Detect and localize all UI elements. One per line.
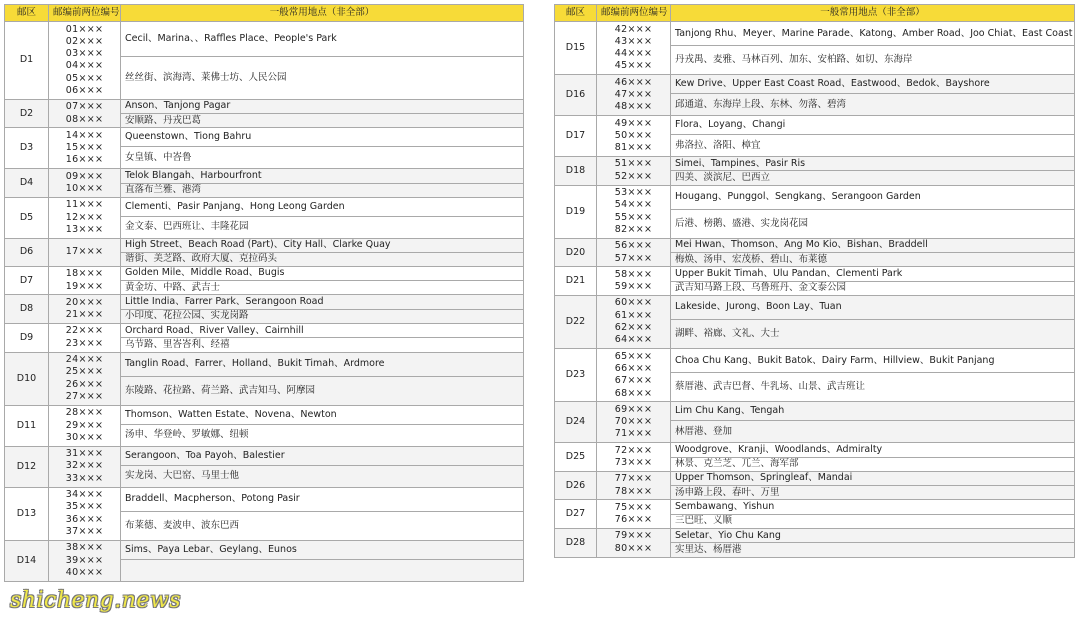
postal-codes-cell — [597, 443, 671, 472]
postal-code: 66××× — [614, 362, 653, 374]
postal-codes-cell — [597, 116, 671, 157]
postal-codes-cell — [49, 446, 121, 487]
place-names-en: Flora、Loyang、Changi — [671, 116, 1075, 135]
postal-code: 49××× — [614, 117, 653, 129]
postal-code: 15××× — [65, 142, 104, 154]
district-cell: D1 — [5, 22, 49, 100]
place-names-cn: 三巴旺、义顺 — [671, 514, 1075, 528]
place-names-en: Little India、Farrer Park、Serangoon Road — [121, 295, 524, 309]
postal-codes-cell — [49, 99, 121, 128]
postal-code: 56××× — [614, 240, 653, 252]
postal-code: 26××× — [65, 378, 104, 390]
postal-code: 71××× — [614, 428, 653, 440]
postal-code: 05××× — [65, 72, 104, 84]
postal-code: 72××× — [614, 444, 653, 456]
place-names-en: Mei Hwan、Thomson、Ang Mo Kio、Bishan、Braddell — [671, 238, 1075, 252]
table-row — [555, 528, 1075, 542]
postal-code: 59××× — [614, 281, 653, 293]
postal-code: 44××× — [614, 48, 653, 60]
place-names-cn: 后港、榜鹅、盛港、实龙岗花园 — [671, 209, 1075, 238]
district-cell: D5 — [5, 197, 49, 238]
district-cell: D6 — [5, 238, 49, 266]
postal-code: 50××× — [614, 129, 653, 141]
table-row — [5, 540, 524, 559]
postal-code: 45××× — [614, 60, 653, 72]
place-names-cn: 四美、淡滨尼、巴西立 — [671, 171, 1075, 185]
place-names-cn: 乌节路、里峇峇利、经禧 — [121, 338, 524, 352]
postal-code: 73××× — [614, 457, 653, 468]
place-names-en: Upper Bukit Timah、Ulu Pandan、Clementi Park — [671, 267, 1075, 281]
place-names-en: Orchard Road、River Valley、Cairnhill — [121, 323, 524, 337]
table-row — [555, 443, 1075, 457]
postal-code: 01××× — [65, 23, 104, 35]
postal-codes-cell — [597, 349, 671, 402]
place-names-en: Kew Drive、Upper East Coast Road、Eastwood、Bedok、Bayshore — [671, 75, 1075, 94]
postal-code: 10××× — [65, 183, 104, 195]
place-names-en: Seletar、Yio Chu Kang — [671, 528, 1075, 542]
table-row — [5, 352, 524, 376]
postal-code: 38××× — [65, 542, 104, 554]
postal-code: 20××× — [65, 296, 104, 308]
place-names-en: Telok Blangah、Harbourfront — [121, 169, 524, 183]
place-names-en: Upper Thomson、Springleaf、Mandai — [671, 471, 1075, 485]
postal-codes-cell — [49, 323, 121, 352]
place-names-cn: 邱通道、东海岸上段、东林、勿落、碧湾 — [671, 94, 1075, 116]
place-names-en: Simei、Tampines、Pasir Ris — [671, 156, 1075, 170]
place-names-cn: 丹戎禺、麦雅、马林百列、加东、安柏路、如切、东海岸 — [671, 46, 1075, 75]
postal-codes-cell — [597, 185, 671, 238]
postal-code: 47××× — [614, 88, 653, 100]
place-names-cn: 谐街、美芝路、政府大厦、克拉码头 — [121, 252, 524, 266]
postal-codes-cell — [597, 22, 671, 75]
postal-code: 77××× — [614, 473, 653, 485]
table-row — [555, 500, 1075, 514]
place-names-en: Cecil、Marina、、Raffles Place、People's Park — [121, 22, 524, 57]
place-names-cn: 蔡厝港、武吉巴督、牛乳场、山景、武吉班让 — [671, 373, 1075, 402]
postal-codes-cell — [49, 197, 121, 238]
place-names-en: Golden Mile、Middle Road、Bugis — [121, 266, 524, 280]
district-cell: D4 — [5, 169, 49, 198]
postal-code: 65××× — [614, 350, 653, 362]
place-names-en: Serangoon、Toa Payoh、Balestier — [121, 446, 524, 465]
table-row — [555, 156, 1075, 170]
table-row — [5, 169, 524, 183]
postal-code: 69××× — [614, 403, 653, 415]
postal-code: 61××× — [614, 309, 653, 321]
postal-code: 36××× — [65, 513, 104, 525]
postal-code: 24××× — [65, 354, 104, 366]
district-cell: D27 — [555, 500, 597, 529]
postal-code: 57××× — [614, 252, 653, 264]
postal-codes-cell — [597, 267, 671, 296]
postal-code: 78××× — [614, 485, 653, 497]
postal-codes-cell — [49, 487, 121, 540]
postal-codes-cell — [597, 528, 671, 557]
postal-code: 67××× — [614, 375, 653, 387]
district-cell: D21 — [555, 267, 597, 296]
postal-code: 04××× — [65, 60, 104, 72]
district-cell: D28 — [555, 528, 597, 557]
postal-code: 07××× — [65, 101, 104, 113]
district-cell: D24 — [555, 402, 597, 443]
postal-code: 12××× — [65, 211, 104, 223]
place-names-cn: 实里达、杨厝港 — [671, 543, 1075, 557]
postal-code: 25××× — [65, 366, 104, 378]
postal-code: 30××× — [65, 431, 104, 443]
table-row — [5, 323, 524, 337]
postal-codes-cell — [597, 471, 671, 500]
postal-codes-cell — [49, 352, 121, 405]
postal-code: 62××× — [614, 322, 653, 334]
place-names-en: Lim Chu Kang、Tengah — [671, 402, 1075, 421]
postal-code: 58××× — [614, 268, 653, 280]
district-cell: D7 — [5, 266, 49, 295]
place-names-cn: 梅焕、汤申、宏茂桥、碧山、布莱德 — [671, 253, 1075, 267]
postal-codes-cell — [597, 156, 671, 185]
place-names-en: Clementi、Pasir Panjang、Hong Leong Garden — [121, 197, 524, 216]
table-row — [5, 238, 524, 252]
table-row — [5, 197, 524, 216]
place-names-cn: 弗洛拉、洛阳、樟宜 — [671, 135, 1075, 157]
table-row — [5, 487, 524, 511]
postal-code: 48××× — [614, 101, 653, 113]
district-cell: D10 — [5, 352, 49, 405]
postal-codes-cell — [597, 402, 671, 443]
place-names-en: Woodgrove、Kranji、Woodlands、Admiralty — [671, 443, 1075, 457]
district-cell: D3 — [5, 128, 49, 169]
postal-code: 40××× — [65, 566, 104, 578]
postal-code: 81××× — [614, 142, 653, 154]
postal-codes-cell — [49, 540, 121, 581]
district-cell: D14 — [5, 540, 49, 581]
district-cell: D12 — [5, 446, 49, 487]
postal-code: 17××× — [65, 246, 104, 258]
postal-code: 19××× — [65, 280, 104, 292]
postal-code: 13××× — [65, 223, 104, 235]
postal-codes-cell — [597, 500, 671, 529]
postal-code: 53××× — [614, 187, 653, 199]
district-cell: D23 — [555, 349, 597, 402]
district-cell: D8 — [5, 295, 49, 324]
table-row — [5, 128, 524, 147]
place-names-cn: 汤申路上段、春叶、万里 — [671, 486, 1075, 500]
place-names-en: Hougang、Punggol、Sengkang、Serangoon Garden — [671, 185, 1075, 209]
postal-codes-cell — [49, 405, 121, 446]
place-names-cn: 东陵路、花拉路、荷兰路、武吉知马、阿摩园 — [121, 376, 524, 405]
postal-codes-cell — [49, 238, 121, 266]
place-names-en: Lakeside、Jurong、Boon Lay、Tuan — [671, 295, 1075, 319]
postal-code: 18××× — [65, 268, 104, 280]
postal-codes-cell — [597, 295, 671, 348]
place-names-cn — [121, 559, 524, 581]
postal-code: 51××× — [614, 158, 653, 170]
district-cell: D18 — [555, 156, 597, 185]
postal-table-left — [4, 4, 524, 582]
postal-code: 55××× — [614, 211, 653, 223]
watermark-text: shicheng.news — [10, 588, 182, 613]
district-cell: D26 — [555, 471, 597, 500]
postal-code: 60××× — [614, 297, 653, 309]
place-names-cn: 林景、克兰芝、兀兰、海军部 — [671, 457, 1075, 471]
place-names-en: Sembawang、Yishun — [671, 500, 1075, 514]
district-cell: D17 — [555, 116, 597, 157]
postal-code: 79××× — [614, 530, 653, 542]
postal-code: 37××× — [65, 525, 104, 537]
postal-code: 09××× — [65, 170, 104, 182]
postal-code: 14××× — [65, 129, 104, 141]
place-names-cn: 黄金坊、中路、武吉士 — [121, 281, 524, 295]
district-cell: D25 — [555, 443, 597, 472]
postal-code: 33××× — [65, 472, 104, 484]
table-row — [555, 471, 1075, 485]
place-names-en: High Street、Beach Road (Part)、City Hall、Clarke Quay — [121, 238, 524, 252]
table-row — [555, 116, 1075, 135]
place-names-cn: 布莱德、麦波申、波东巴西 — [121, 511, 524, 540]
postal-code: 46××× — [614, 76, 653, 88]
place-names-cn: 直落布兰雅、港湾 — [121, 183, 524, 197]
postal-code: 35××× — [65, 501, 104, 513]
postal-codes-cell — [49, 128, 121, 169]
postal-code: 80××× — [614, 542, 653, 554]
postal-code: 70××× — [614, 416, 653, 428]
place-names-cn: 金文泰、巴西班让、丰隆花园 — [121, 216, 524, 238]
table-row — [555, 402, 1075, 421]
postal-code: 08××× — [65, 113, 104, 125]
table-row — [555, 22, 1075, 46]
postal-code: 29××× — [65, 419, 104, 431]
place-names-cn: 实龙岗、大巴窑、马里士他 — [121, 465, 524, 487]
district-cell: D16 — [555, 75, 597, 116]
postal-code: 02××× — [65, 35, 104, 47]
postal-code: 06××× — [65, 84, 104, 96]
postal-code: 21××× — [65, 309, 104, 321]
table-row — [555, 185, 1075, 209]
place-names-cn: 丝丝街、滨海湾、莱佛士坊、人民公园 — [121, 57, 524, 100]
postal-code: 76××× — [614, 514, 653, 526]
header-places: 一般常用地点（非全部） — [671, 5, 1075, 22]
header-district: 邮区 — [555, 5, 597, 22]
postal-code: 22××× — [65, 325, 104, 337]
postal-code: 39××× — [65, 554, 104, 566]
place-names-cn: 女皇镇、中峇鲁 — [121, 147, 524, 169]
postal-codes-cell — [49, 22, 121, 100]
table-row — [5, 295, 524, 309]
place-names-cn: 林厝港、登加 — [671, 421, 1075, 443]
table-row — [5, 405, 524, 424]
table-row — [5, 446, 524, 465]
place-names-cn: 安顺路、丹戎巴葛 — [121, 114, 524, 128]
place-names-en: Braddell、Macpherson、Potong Pasir — [121, 487, 524, 511]
district-cell: D22 — [555, 295, 597, 348]
header-district: 邮区 — [5, 5, 49, 22]
header-places: 一般常用地点（非全部） — [121, 5, 524, 22]
place-names-en: Queenstown、Tiong Bahru — [121, 128, 524, 147]
postal-code: 42××× — [614, 23, 653, 35]
postal-codes-cell — [49, 169, 121, 198]
place-names-cn: 湖畔、裕廊、文礼、大士 — [671, 319, 1075, 348]
table-row — [5, 22, 524, 57]
table-row — [555, 295, 1075, 319]
postal-code: 68××× — [614, 387, 653, 399]
place-names-cn: 小印度、花拉公园、实龙岗路 — [121, 309, 524, 323]
header-codes: 邮编前两位编号 — [49, 5, 121, 22]
header-codes: 邮编前两位编号 — [597, 5, 671, 22]
district-cell: D15 — [555, 22, 597, 75]
place-names-en: Thomson、Watten Estate、Novena、Newton — [121, 405, 524, 424]
place-names-en: Sims、Paya Lebar、Geylang、Eunos — [121, 540, 524, 559]
postal-code: 64××× — [614, 334, 653, 346]
postal-codes-cell — [597, 75, 671, 116]
place-names-en: Tanglin Road、Farrer、Holland、Bukit Timah、Ardmore — [121, 352, 524, 376]
postal-codes-cell — [49, 295, 121, 324]
postal-codes-cell — [49, 266, 121, 295]
district-cell: D11 — [5, 405, 49, 446]
postal-code: 16××× — [65, 154, 104, 166]
postal-code: 28××× — [65, 407, 104, 419]
table-row — [555, 238, 1075, 252]
postal-code: 43××× — [614, 35, 653, 47]
postal-code: 54××× — [614, 199, 653, 211]
postal-code: 27××× — [65, 390, 104, 402]
place-names-en: Anson、Tanjong Pagar — [121, 99, 524, 113]
table-row — [5, 266, 524, 280]
table-row — [555, 267, 1075, 281]
postal-code: 03××× — [65, 48, 104, 60]
postal-code: 75××× — [614, 501, 653, 513]
place-names-en: Tanjong Rhu、Meyer、Marine Parade、Katong、Amber Road、Joo Chiat、East Coast — [671, 22, 1075, 46]
table-row — [555, 75, 1075, 94]
table-row — [555, 349, 1075, 373]
postal-code: 23××× — [65, 337, 104, 349]
place-names-cn: 汤申、华登岭、罗敏娜、纽顿 — [121, 424, 524, 446]
district-cell: D9 — [5, 323, 49, 352]
postal-code: 34××× — [65, 489, 104, 501]
table-row — [5, 99, 524, 113]
district-cell: D20 — [555, 238, 597, 267]
place-names-en: Choa Chu Kang、Bukit Batok、Dairy Farm、Hillview、Bukit Panjang — [671, 349, 1075, 373]
district-cell: D2 — [5, 99, 49, 128]
postal-table-right — [554, 4, 1075, 558]
district-cell: D13 — [5, 487, 49, 540]
postal-code: 82××× — [614, 223, 653, 235]
district-cell: D19 — [555, 185, 597, 238]
postal-codes-cell — [597, 238, 671, 267]
place-names-cn: 武吉知马路上段、乌鲁班丹、金文泰公园 — [671, 281, 1075, 295]
postal-code: 31××× — [65, 448, 104, 460]
postal-code: 52××× — [614, 170, 653, 182]
postal-code: 11××× — [65, 199, 104, 211]
postal-code: 32××× — [65, 460, 104, 472]
